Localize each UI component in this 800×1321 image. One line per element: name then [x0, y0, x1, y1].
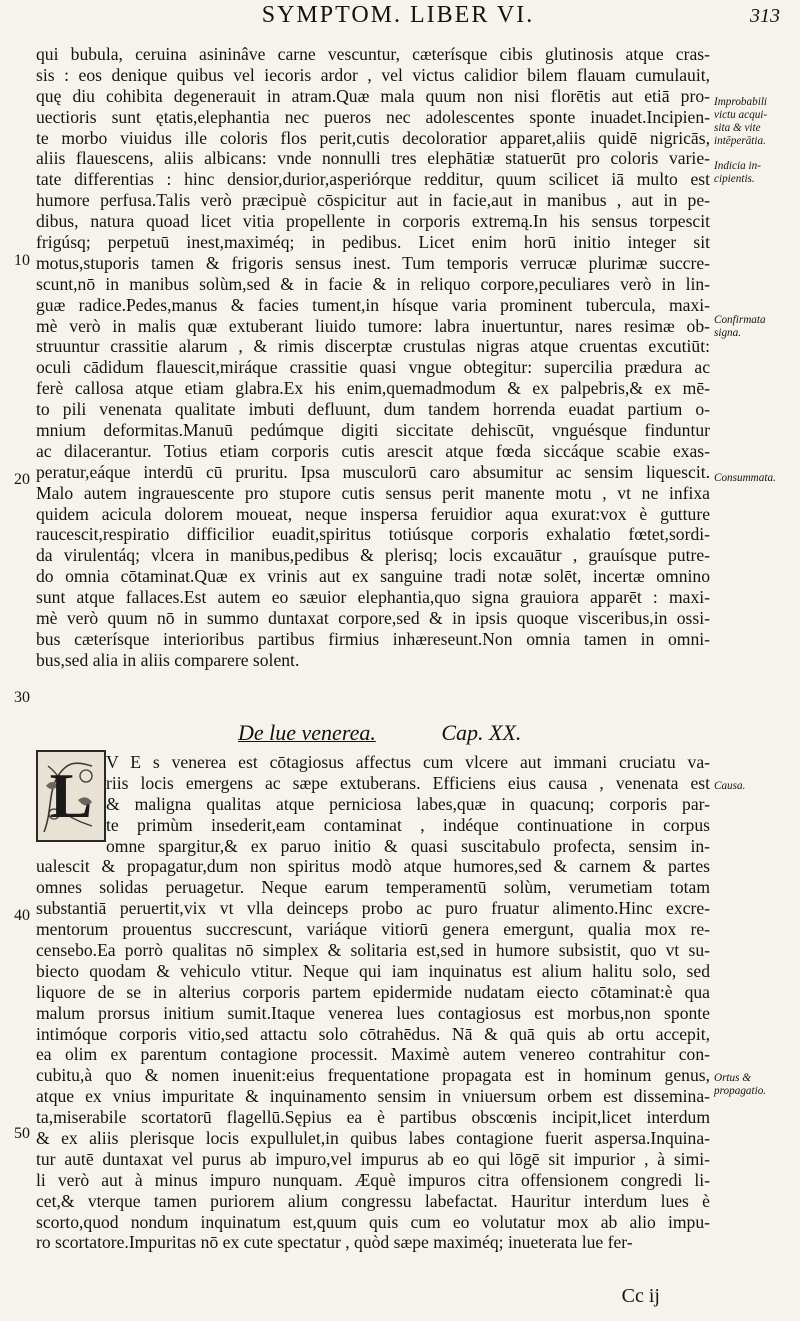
- text-line: oculi cādidum flauescit,miráque crassitie quasi vngue obtegitur: supercilia prædura ac: [36, 357, 710, 378]
- text-line: scunt,nō in manibus solùm,sed & in facie & in reliquo corpore,peculiares verò in lin-: [36, 273, 710, 294]
- text-line: dibus, natura quoad licet vitia propellente in corporis extremą.In his sensus torpescit: [36, 211, 710, 232]
- text-line: ualescit & propagatur,dum non spiritus modò atque humores,sed & carnem & partes: [36, 856, 710, 877]
- text-line: peratur,eáque interdū cū pruritu. Ipsa musculorū caro absumitur ac sensim liquescit.: [36, 461, 710, 482]
- page-number: 313: [750, 5, 780, 27]
- text-line: riis locis emergens ac sæpe extuberans. Efficiens eius causa , venenata est: [106, 772, 710, 793]
- margin-note-consummata: Consummata.: [714, 472, 776, 484]
- text-line: motus,stuporis tamen & frigoris sensus inest. Tum temporis verrucæ plurimæ succre-: [36, 252, 710, 273]
- text-line: mè verò quum nō in summo duntaxat corpore,sed & in ipsis quoque visceribus,in ossi-: [36, 608, 710, 629]
- text-line: do omnia cōtaminat.Quæ ex vrinis aut ex sanguine tradi notæ solēt, incertæ omnino: [36, 566, 710, 587]
- line-numbers: [0, 0, 36, 1321]
- line-number-20: 20: [14, 471, 30, 488]
- text-line: Malo autem ingrauescente pro stupore cutis sensus perit manente motu , vt ne infixa: [36, 482, 710, 503]
- chapter-subject: De lue venerea.: [238, 720, 376, 745]
- text-line: biecto quodam & vehiculo vtitur. Neque qui iam inquinatus est alium halitu solo, sed: [36, 960, 710, 981]
- text-line: ea olim ex parentum contagione processit. Maximè autem venereo contrahitur con-: [36, 1044, 710, 1065]
- text-line: malum prorsus initium sumit.Itaque venerea lues contagiosus est morbus,non sponte: [36, 1002, 710, 1023]
- margin-note-confirmata: Confirmata signa.: [714, 314, 766, 339]
- text-line: humore perfusa.Talis verò præcipuè cōspicitur aut in facie,aut in manibus , aut in pe-: [36, 190, 710, 211]
- text-line: bus cæterísque interioribus partibus firmius inhæreseunt.Non omnia tamen in omni-: [36, 628, 710, 649]
- text-line: guæ radice.Pedes,manus & facies tument,in hísque varia prominent tubercula, maxi-: [36, 294, 710, 315]
- text-line: bus,sed alia in aliis comparere solent.: [36, 649, 300, 670]
- text-line: scorto,quod nondum inquinatum est,quum quis cum eo volutatur mox ab alio impu-: [36, 1211, 710, 1232]
- text-line: & maligna qualitas atque perniciosa labes,quæ in quacunq; corporis par-: [106, 793, 710, 814]
- text-line: te morbo viuidus ille coloris flos perit,cutis decoloratior apparet,aliis quidē nigricās,: [36, 127, 710, 148]
- paragraph-elephantia: [36, 44, 710, 671]
- text-line: sunt atque fallaces.Est autem eo sæuior elephantia,quo signa grauiora apparēt : maxi-: [36, 587, 710, 608]
- text-line: omnes solidas peruagetur. Neque earum temperamentū solùm, verumetiam totam: [36, 877, 710, 898]
- chapter-number: Cap. XX.: [441, 720, 522, 745]
- text-line: li verò aut à minus impuro nunquam. Æquè impuros citra offensionem congredi li-: [36, 1169, 710, 1190]
- text-line: quę diu cohibita degenerauit in atram.Quæ mala quum non nisi florētis aut etiā pro-: [36, 85, 710, 106]
- text-line: mentorum prouentus succrescunt, variáque vitiorū genera emergunt, qualia mox re-: [36, 919, 710, 940]
- text-line: liquore de se in alterius corporis partem epidermide nudatam eiecto cōtaminat:è qua: [36, 981, 710, 1002]
- margin-note-indicia: Indicia in- cipientis.: [714, 160, 761, 185]
- text-line: frigúsq; perpetuū inest,maximéq; in pedibus. Licet enim horū initio integer sit: [36, 232, 710, 253]
- margin-note-improbabili: Improbabili victu acqui- sita & vite intēperātia.: [714, 96, 768, 147]
- text-line: omne spargitur,& ex paruo initio & quasi suscitabulo profecta, sensim in-: [106, 835, 710, 856]
- text-line: substantiā peruertit,vix vt vlla deinceps probo ac puro fruatur alimento.Hinc excre-: [36, 898, 710, 919]
- running-title: SYMPTOM. LIBER VI.: [261, 2, 535, 28]
- text-line: censebo.Ea porrò qualitas nō simplex & solitaria est,sed in humore subsistit, quo vt su-: [36, 940, 710, 961]
- line-number-30: 30: [14, 689, 30, 706]
- text-line: ta,miserabile scortatorū flagellū.Sępius ea è partibus obscœnis incipit,licet interdum: [36, 1107, 710, 1128]
- running-head: [0, 2, 800, 42]
- catchword: Cc ij: [621, 1285, 660, 1307]
- text-line: atque ex vnius impuritate & inquinamento sensim in vniuersum orbem est dissemina-: [36, 1086, 710, 1107]
- chapter-heading: [238, 720, 578, 748]
- text-line: cubitu,à quo & nomen inuenit:eius frequentatione propagata est in hominum genus,: [36, 1065, 710, 1086]
- drop-cap-letter: L: [49, 760, 93, 831]
- text-line: ro scortatore.Impuritas nō ex cute spectatur , quòd sæpe maximéq; inueterata lue fer-: [36, 1232, 633, 1253]
- margin-note-causa: Causa.: [714, 780, 746, 792]
- text-line: tur autē duntaxat vel purus ab impuro,vel impurus ab eo qui lōgē sit impurior , à simi-: [36, 1148, 710, 1169]
- text-line: ac dilacerantur. Totius etiam corporis cutis arescit atque fœda siccáque scabie exas-: [36, 440, 710, 461]
- text-line: tate differentias : hinc densior,durior,asperiórque redditur, quum scilicet iā multo est: [36, 169, 710, 190]
- text-line: qui bubula, ceruina asininâve carne vescuntur, cæterísque cibis glutinosis atque cras-: [36, 44, 710, 64]
- text-line: V E s venerea est cōtagiosus affectus cum vlcere aut immani cruciatu va-: [106, 752, 710, 772]
- line-number-50: 50: [14, 1125, 30, 1142]
- text-line: aliis flauescens, aliis albicans: vnde nonnulli tres elephātiæ statuerūt pro coloris varie-: [36, 148, 710, 169]
- text-line: intimóque corporis vitio,sed attactu solo cōtrahēdus. Nā & quā quis ab ortu accepit,: [36, 1023, 710, 1044]
- text-line: quidem acicula dolorem moueat, neque inspersa feruidior aqua exurat:vox è gutture: [36, 503, 710, 524]
- text-line: mè verò in malis quæ extuberant liuido tumore: labra inuertuntur, nares resimæ ob-: [36, 315, 710, 336]
- text-line: raucescit,respiratio difficilior euadit,spiritus totiúsque corporis exhalatio fœtet,sordi-: [36, 524, 710, 545]
- text-line: ferè callosa atque etiam glabra.Ex his enim,quemadmodum & ex palpebris,& ex mē-: [36, 378, 710, 399]
- line-number-10: 10: [14, 252, 30, 269]
- paragraph-lues-venerea: [36, 752, 710, 1253]
- margin-note-ortus: Ortus & propagatio.: [714, 1072, 767, 1097]
- text-line: struuntur crassitie alarum , & rimis discerptæ crustulas nigras atque cruentas excutiūt:: [36, 336, 710, 357]
- text-line: cet,& vterque tamen puriorem alium congressu labefactat. Hauritur interdum lues è: [36, 1190, 710, 1211]
- margin-notes: [714, 0, 800, 1321]
- text-line: mnium deformitas.Manuū pedúmque digiti siccitate dehiscūt, vnguésque finduntur: [36, 420, 710, 441]
- text-line: da virulentáq; vlcera in manibus,pedibus & plerisq; locis excauātur , grauísque putre-: [36, 545, 710, 566]
- text-line: te primùm insederit,eam contaminat , indéque continuatione in corpus: [106, 814, 710, 835]
- text-line: uectioris sunt ętatis,elephantia nec pueros nec adolescentes sponte inuadet.Incipien-: [36, 106, 710, 127]
- line-number-40: 40: [14, 907, 30, 924]
- text-line: & ex aliis plerisque locis expullulet,in quibus labes contagione fuerit aspersa.Inquina-: [36, 1128, 710, 1149]
- text-line: to pili venenata qualitate imbuti defluunt, dum tandem horrenda euadat partium o-: [36, 399, 710, 420]
- text-line: sis : eos denique quibus vel iecoris ardor , vel victus calidior bilem flauam cumulauit,: [36, 64, 710, 85]
